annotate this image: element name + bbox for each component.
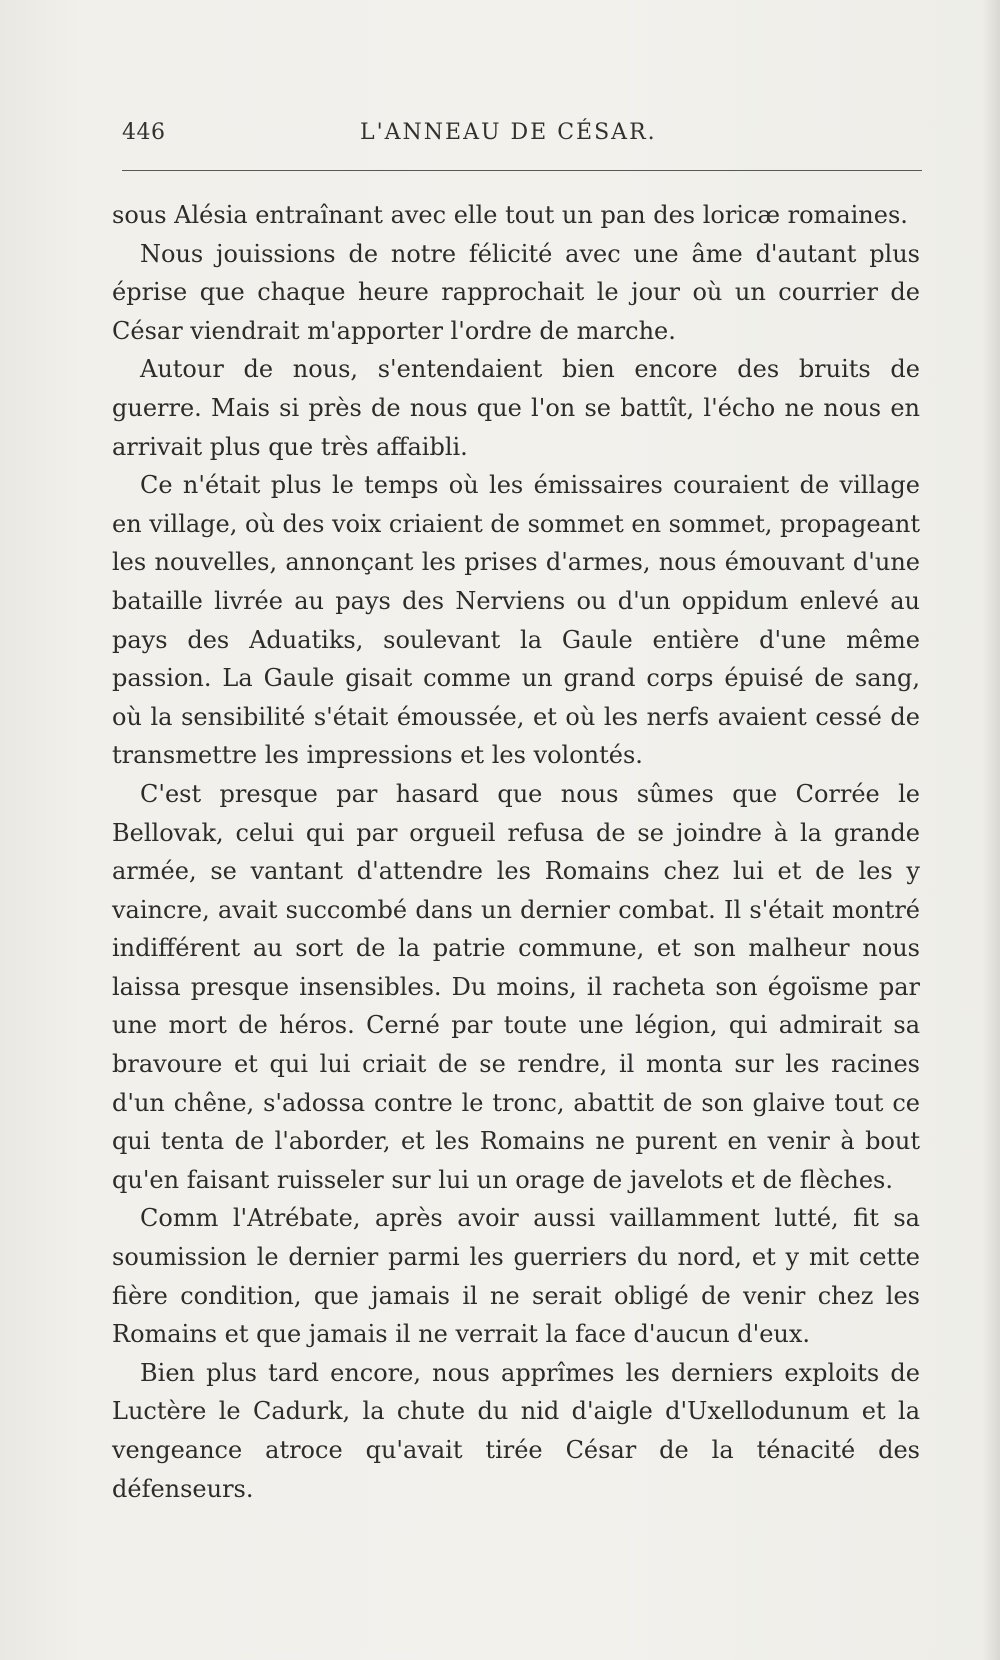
paragraph-emissaires: Ce n'était plus le temps où les émissaires couraient de village en village, où des voix criaient de sommet en sommet, propageant les nouvelles, annonçant les prises d'armes, nous émouvant d'une bataille livrée au pays des Nerviens ou d'un oppidum enlevé au pays des Aduatiks, soulevant la Gaule entière d'une même passion. La Gaule gisait comme un grand corps épuisé de sang, où la sensibilité s'était émoussée, et où les nerfs avaient cessé de transmettre les impressions et les volontés. bbox=[112, 471, 920, 770]
page-number: 446 bbox=[122, 120, 166, 145]
body-text bbox=[112, 196, 920, 1508]
paragraph-bruits-de-guerre: Autour de nous, s'entendaient bien encore des bruits de guerre. Mais si près de nous que l'on se battît, l'écho ne nous en arrivait plus que très affaibli. bbox=[112, 355, 920, 461]
header-rule bbox=[122, 170, 922, 171]
paragraph-felicite: Nous jouissions de notre félicité avec une âme d'autant plus éprise que chaque heure rapprochait le jour où un courrier de César viendrait m'apporter l'ordre de marche. bbox=[112, 239, 920, 345]
paragraph-continuation: sous Alésia entraînant avec elle tout un pan des loricæ romaines. bbox=[112, 201, 908, 229]
paragraph-comm-l-atrebate: Comm l'Atrébate, après avoir aussi vaillamment lutté, fit sa soumission le dernier parmi les guerriers du nord, et y mit cette fière condition, que jamais il ne serait obligé de venir chez les Romains et que jamais il ne verrait la face d'aucun d'eux. bbox=[112, 1204, 920, 1349]
paragraph-luctere-le-cadurk: Bien plus tard encore, nous apprîmes les derniers exploits de Luctère le Cadurk, la chute du nid d'aigle d'Uxellodunum et la vengeance atroce qu'avait tirée César de la ténacité des défenseurs. bbox=[112, 1358, 920, 1503]
running-title: L'ANNEAU DE CÉSAR. bbox=[360, 120, 657, 145]
page-header bbox=[122, 112, 922, 152]
paragraph-corree-le-bellovak: C'est presque par hasard que nous sûmes que Corrée le Bellovak, celui qui par orgueil refusa de se joindre à la grande armée, se vantant d'attendre les Romains chez lui et de les y vaincre, avait succombé dans un dernier combat. Il s'était montré indifférent au sort de la patrie commune, et son malheur nous laissa presque insensibles. Du moins, il racheta son égoïsme par une mort de héros. Cerné par toute une légion, qui admirait sa bravoure et qui lui criait de se rendre, il monta sur les racines d'un chêne, s'adossa contre le tronc, abattit de son glaive tout ce qui tenta de l'aborder, et les Romains ne purent en venir à bout qu'en faisant ruisseler sur lui un orage de javelots et de flèches. bbox=[112, 779, 920, 1194]
page-edge-shadow bbox=[982, 0, 1000, 1660]
